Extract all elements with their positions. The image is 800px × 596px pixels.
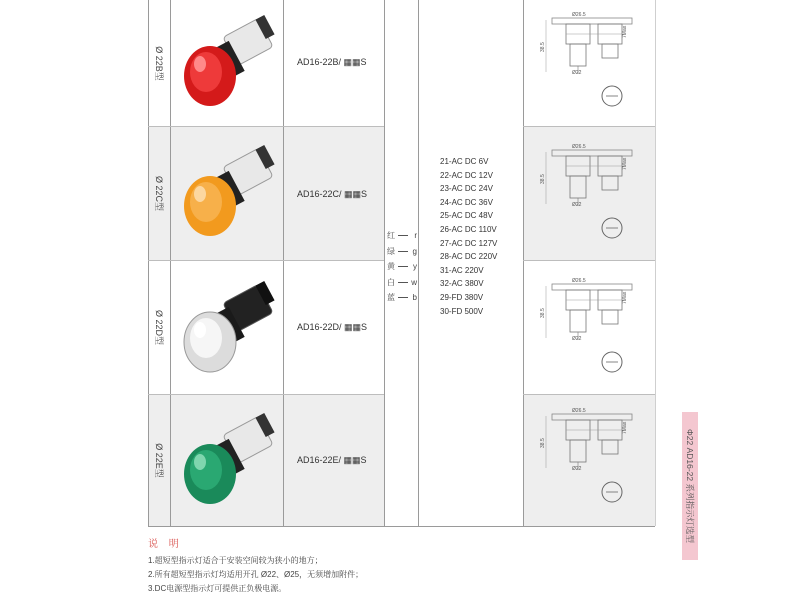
svg-text:Ø22: Ø22 (572, 70, 582, 76)
type-label-d: Ø 22D型 (153, 309, 164, 345)
model-number-e: AD16-22E/ ▦▦S (297, 455, 367, 465)
grid-line-h6 (523, 394, 655, 395)
grid-line-h4 (523, 126, 655, 127)
svg-text:Ø26.5: Ø26.5 (572, 12, 586, 18)
lamp-image-white (180, 278, 280, 383)
voltage-item: 22-AC DC 12V (440, 170, 493, 180)
voltage-item: 21-AC DC 6V (440, 157, 489, 166)
voltage-item: 23-AC DC 24V (440, 184, 493, 194)
voltage-item: 30-FD 500V (440, 306, 484, 316)
svg-text:Ø22: Ø22 (572, 336, 582, 342)
svg-text:7Max: 7Max (622, 157, 628, 170)
color-code-row: 蓝 b (387, 293, 417, 303)
dimension-drawing-d (536, 274, 646, 384)
notes-line: 1.超短型指示灯适合于安装空间较为狭小的地方； (148, 556, 323, 565)
voltage-list (440, 155, 530, 318)
voltage-item: 25-AC DC 48V (440, 211, 493, 221)
voltage-item: 27-AC DC 127V (440, 238, 498, 248)
svg-text:38.5: 38.5 (540, 42, 546, 52)
color-code-list (387, 228, 417, 306)
voltage-item: 32-AC 380V (440, 279, 484, 289)
grid-line-bottom (148, 526, 655, 527)
lamp-image-amber (180, 142, 280, 247)
grid-line-h1 (148, 126, 384, 127)
grid-line-v7 (655, 0, 656, 526)
color-code-row: 黄 y (387, 262, 417, 272)
grid-line-v4 (384, 0, 385, 526)
grid-line-v3 (283, 0, 284, 526)
voltage-item: 31-AC 220V (440, 265, 484, 275)
model-number-c: AD16-22C/ ▦▦S (297, 189, 368, 199)
grid-line-v5 (418, 0, 419, 526)
svg-text:Ø26.5: Ø26.5 (572, 408, 586, 414)
type-label-c: Ø 22C型 (153, 175, 164, 211)
color-code-row: 红 r (387, 231, 417, 241)
series-side-tab: Φ22 AD16-22 系列指示灯选型 (682, 412, 698, 560)
notes-line: 2.所有超短型指示灯均适用开孔 Ø22、Ø25，无须增加附件； (148, 570, 364, 579)
voltage-item: 29-FD 380V (440, 292, 484, 302)
type-label-b: Ø 22B型 (153, 45, 164, 81)
lamp-image-red (180, 12, 280, 117)
svg-text:7Max: 7Max (622, 421, 628, 434)
voltage-item: 28-AC DC 220V (440, 252, 498, 262)
svg-text:7Max: 7Max (622, 25, 628, 38)
model-number-d: AD16-22D/ ▦▦S (297, 322, 368, 332)
svg-text:38.5: 38.5 (540, 174, 546, 184)
grid-line-h5 (523, 260, 655, 261)
color-code-row: 白 w (387, 277, 417, 287)
grid-line-h3 (148, 394, 384, 395)
notes-line: 3.DC电源型指示灯可提供正负极电源。 (148, 584, 287, 593)
model-number-b: AD16-22B/ ▦▦S (297, 57, 367, 67)
svg-text:Ø26.5: Ø26.5 (572, 144, 586, 150)
svg-text:38.5: 38.5 (540, 308, 546, 318)
voltage-item: 26-AC DC 110V (440, 224, 497, 234)
dimension-drawing-b (536, 8, 646, 118)
grid-line-h2 (148, 260, 384, 261)
dimension-drawing-c (536, 140, 646, 250)
type-label-e: Ø 22E型 (153, 442, 164, 478)
svg-text:7Max: 7Max (622, 291, 628, 304)
color-code-row: 绿 g (387, 246, 417, 256)
svg-text:38.5: 38.5 (540, 438, 546, 448)
grid-line-v2 (170, 0, 171, 526)
notes-section (148, 535, 648, 596)
dimension-drawing-e (536, 404, 646, 514)
svg-text:Ø22: Ø22 (572, 202, 582, 208)
svg-text:Ø22: Ø22 (572, 466, 582, 472)
voltage-item: 24-AC DC 36V (440, 197, 493, 207)
svg-text:Ø26.5: Ø26.5 (572, 278, 586, 284)
notes-title: 说 明 (148, 539, 183, 550)
lamp-image-green (180, 410, 280, 515)
